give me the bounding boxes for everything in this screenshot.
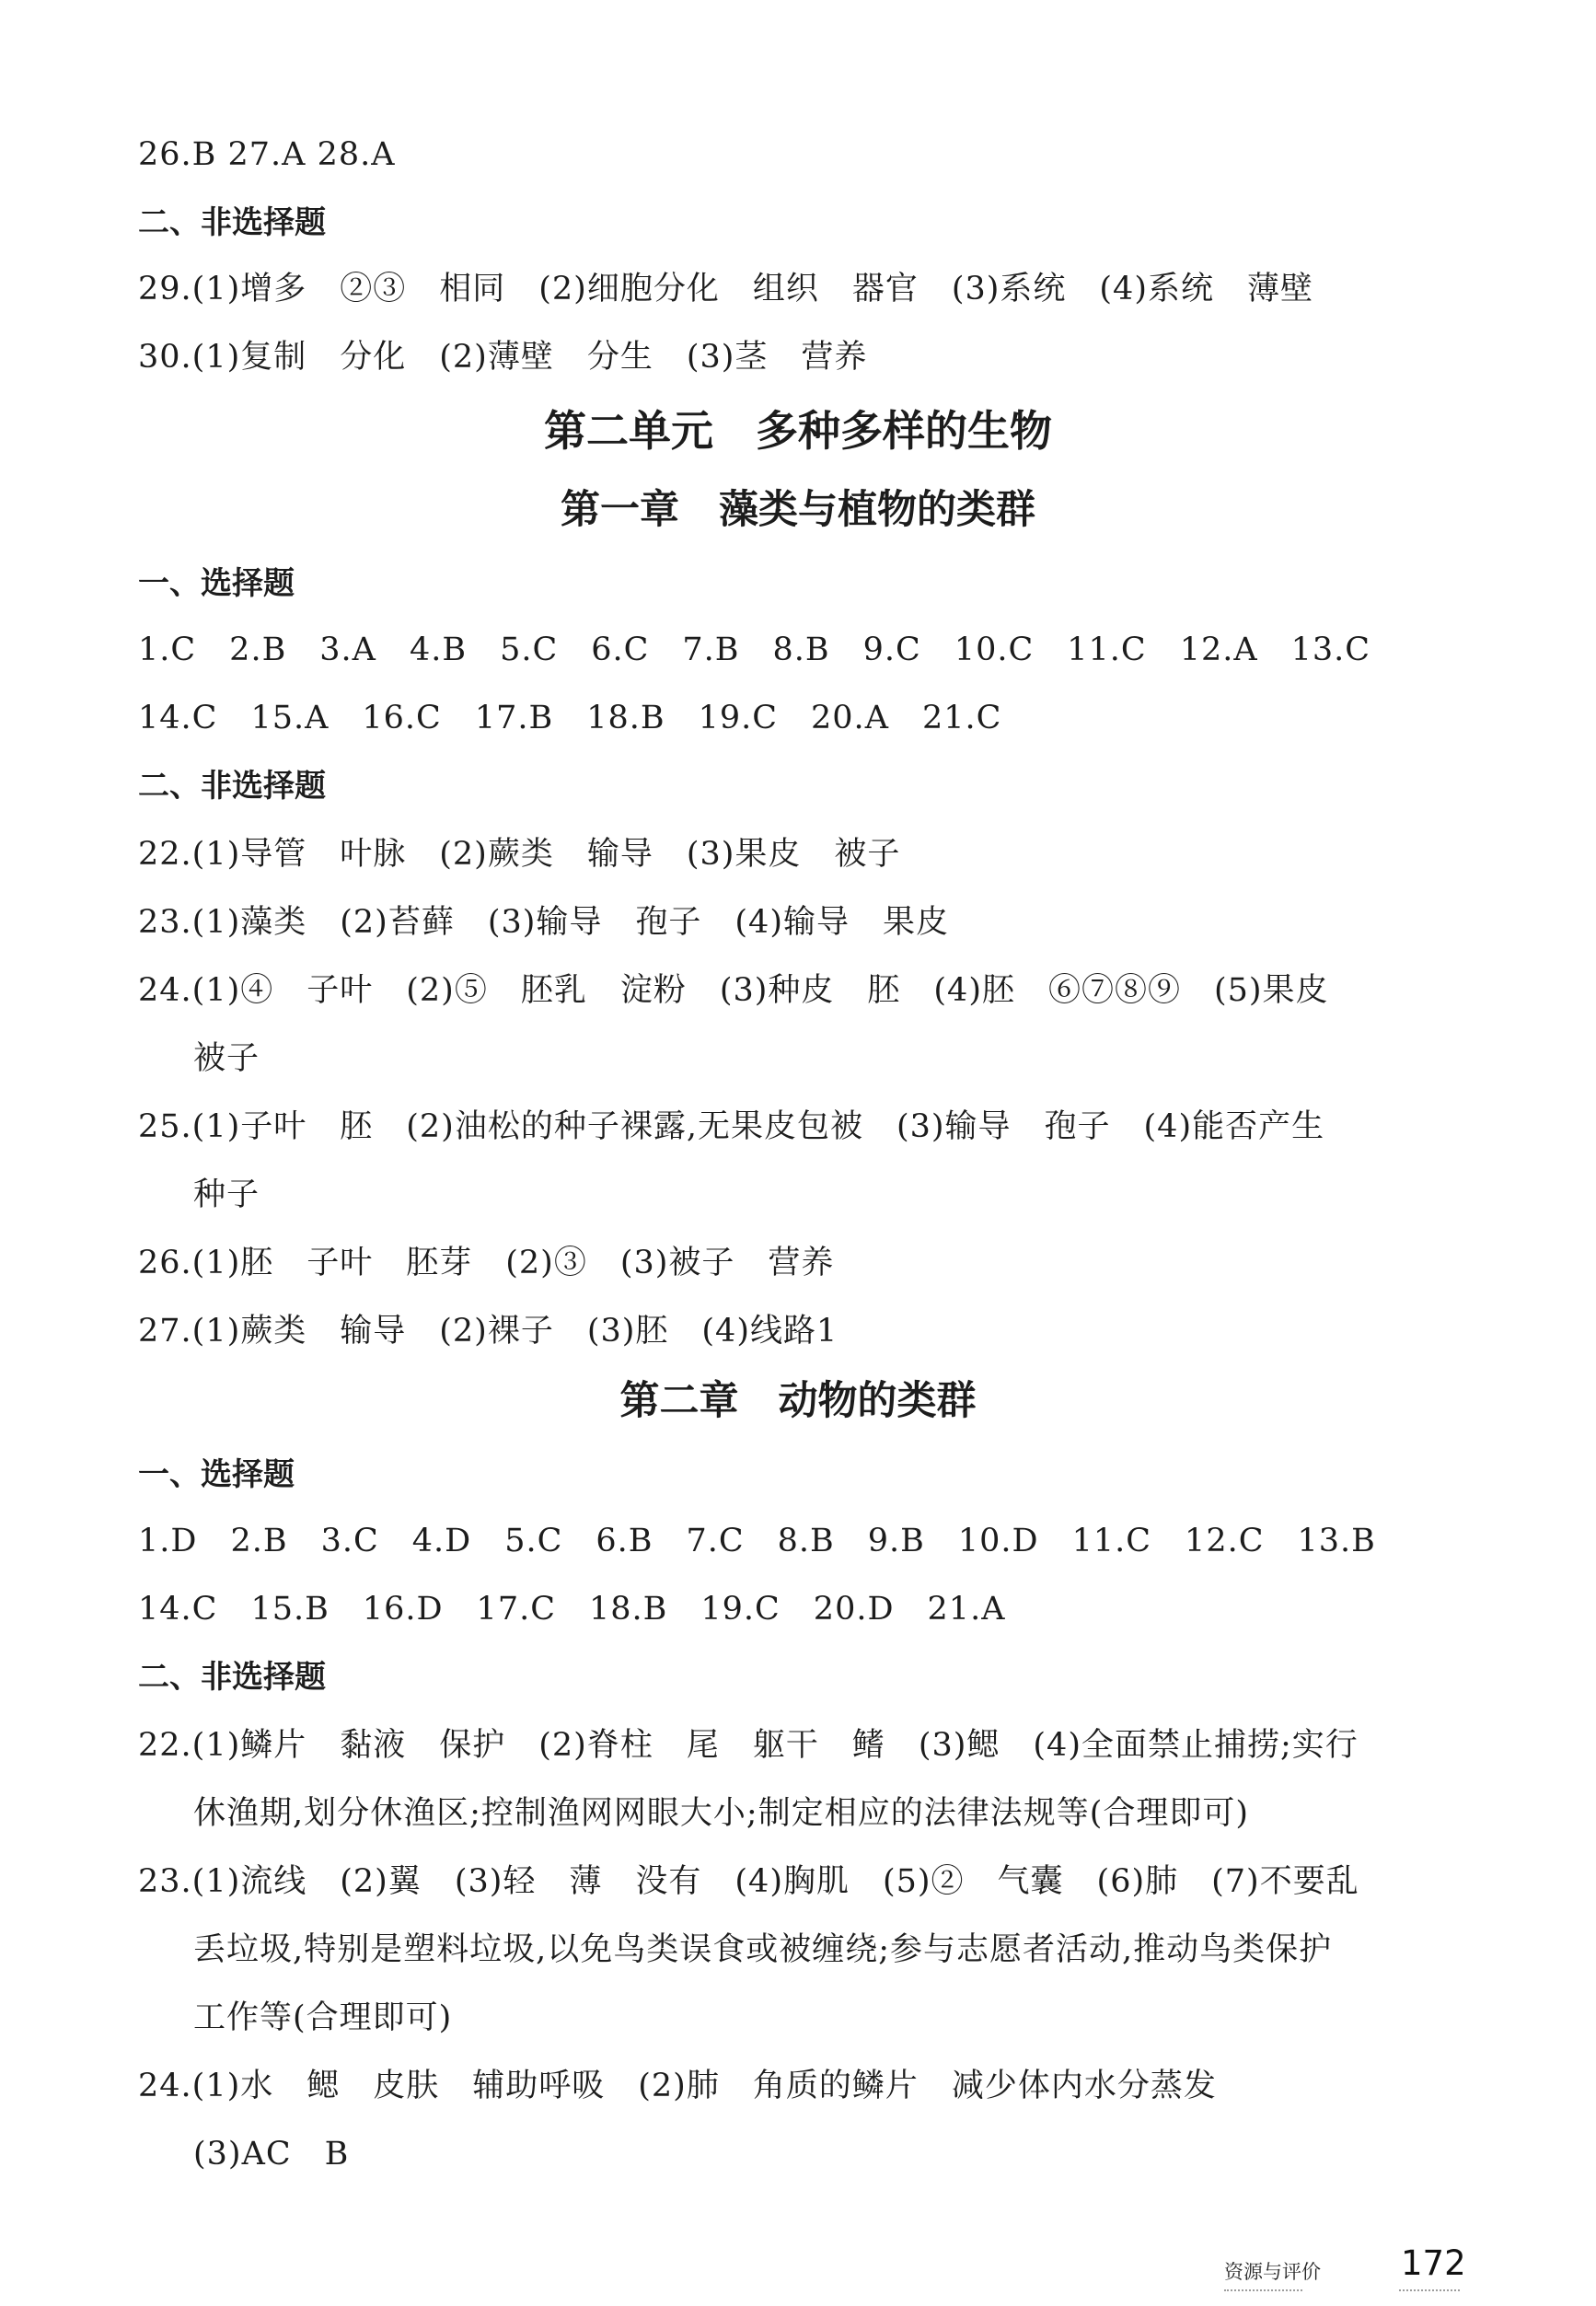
mc-answers-line: 26.B 27.A 28.A	[138, 136, 396, 173]
chapter-2-answer-23-cont-2: 工作等(合理即可)	[193, 1999, 453, 2036]
chapter-2-section-nonchoice: 二、非选择题	[138, 1659, 326, 1696]
chapter-1-section-choice: 一、选择题	[138, 565, 295, 602]
chapter-1-answer-25-cont: 种子	[193, 1176, 260, 1213]
chapter-1-answer-23: 23.(1)藻类 (2)苔藓 (3)输导 孢子 (4)输导 果皮	[138, 904, 949, 941]
chapter-1-answer-24: 24.(1)④ 子叶 (2)⑤ 胚乳 淀粉 (3)种皮 胚 (4)胚 ⑥⑦⑧⑨ (5)果皮	[138, 972, 1329, 1009]
footer-book-title: 资源与评价	[1224, 2261, 1321, 2283]
chapter-2-answer-24-cont: (3)AC B	[193, 2136, 350, 2173]
chapter-2-answer-23-cont-1: 丢垃圾,特别是塑料垃圾,以免鸟类误食或被缠绕;参与志愿者活动,推动鸟类保护	[193, 1931, 1333, 1968]
chapter-1-mc-line-1: 1.C 2.B 3.A 4.B 5.C 6.C 7.B 8.B 9.C 10.C 11.C 12.A 13.C	[138, 632, 1371, 668]
section-heading-nonchoice: 二、非选择题	[138, 204, 326, 241]
chapter-1-mc-line-2: 14.C 15.A 16.C 17.B 18.B 19.C 20.A 21.C	[138, 700, 1002, 736]
chapter-1-answer-25: 25.(1)子叶 胚 (2)油松的种子裸露,无果皮包被 (3)输导 孢子 (4)能否产生	[138, 1108, 1325, 1145]
chapter-2-answer-24: 24.(1)水 鳃 皮肤 辅助呼吸 (2)肺 角质的鳞片 减少体内水分蒸发	[138, 2068, 1217, 2104]
page-number: 172	[1401, 2243, 1466, 2283]
chapter-1-answer-27: 27.(1)蕨类 输导 (2)裸子 (3)胚 (4)线路1	[138, 1313, 838, 1350]
answer-30: 30.(1)复制 分化 (2)薄壁 分生 (3)茎 营养	[138, 339, 868, 376]
chapter-2-mc-line-2: 14.C 15.B 16.D 17.C 18.B 19.C 20.D 21.A	[138, 1591, 1006, 1628]
footer-divider	[1224, 2289, 1302, 2291]
chapter-1-answer-24-cont: 被子	[193, 1040, 260, 1077]
chapter-1-answer-26: 26.(1)胚 子叶 胚芽 (2)③ (3)被子 营养	[138, 1245, 835, 1281]
chapter-1-answer-22: 22.(1)导管 叶脉 (2)蕨类 输导 (3)果皮 被子	[138, 836, 901, 873]
chapter-1-title: 第一章 藻类与植物的类群	[561, 487, 1035, 533]
page-number-divider	[1399, 2289, 1460, 2291]
chapter-2-answer-22: 22.(1)鳞片 黏液 保护 (2)脊柱 尾 躯干 鳍 (3)鳃 (4)全面禁止捕捞;实行	[138, 1727, 1359, 1764]
chapter-2-answer-23: 23.(1)流线 (2)翼 (3)轻 薄 没有 (4)胸肌 (5)② 气囊 (6)肺 (7)不要乱	[138, 1863, 1359, 1900]
chapter-1-section-nonchoice: 二、非选择题	[138, 768, 326, 805]
chapter-2-title: 第二章 动物的类群	[619, 1378, 977, 1424]
unit-title: 第二单元 多种多样的生物	[544, 406, 1052, 456]
chapter-2-mc-line-1: 1.D 2.B 3.C 4.D 5.C 6.B 7.C 8.B 9.B 10.D 11.C 12.C 13.B	[138, 1523, 1376, 1559]
answer-29: 29.(1)增多 ②③ 相同 (2)细胞分化 组织 器官 (3)系统 (4)系统 薄壁	[138, 271, 1313, 307]
chapter-2-section-choice: 一、选择题	[138, 1456, 295, 1493]
chapter-2-answer-22-cont: 休渔期,划分休渔区;控制渔网网眼大小;制定相应的法律法规等(合理即可)	[193, 1795, 1250, 1832]
